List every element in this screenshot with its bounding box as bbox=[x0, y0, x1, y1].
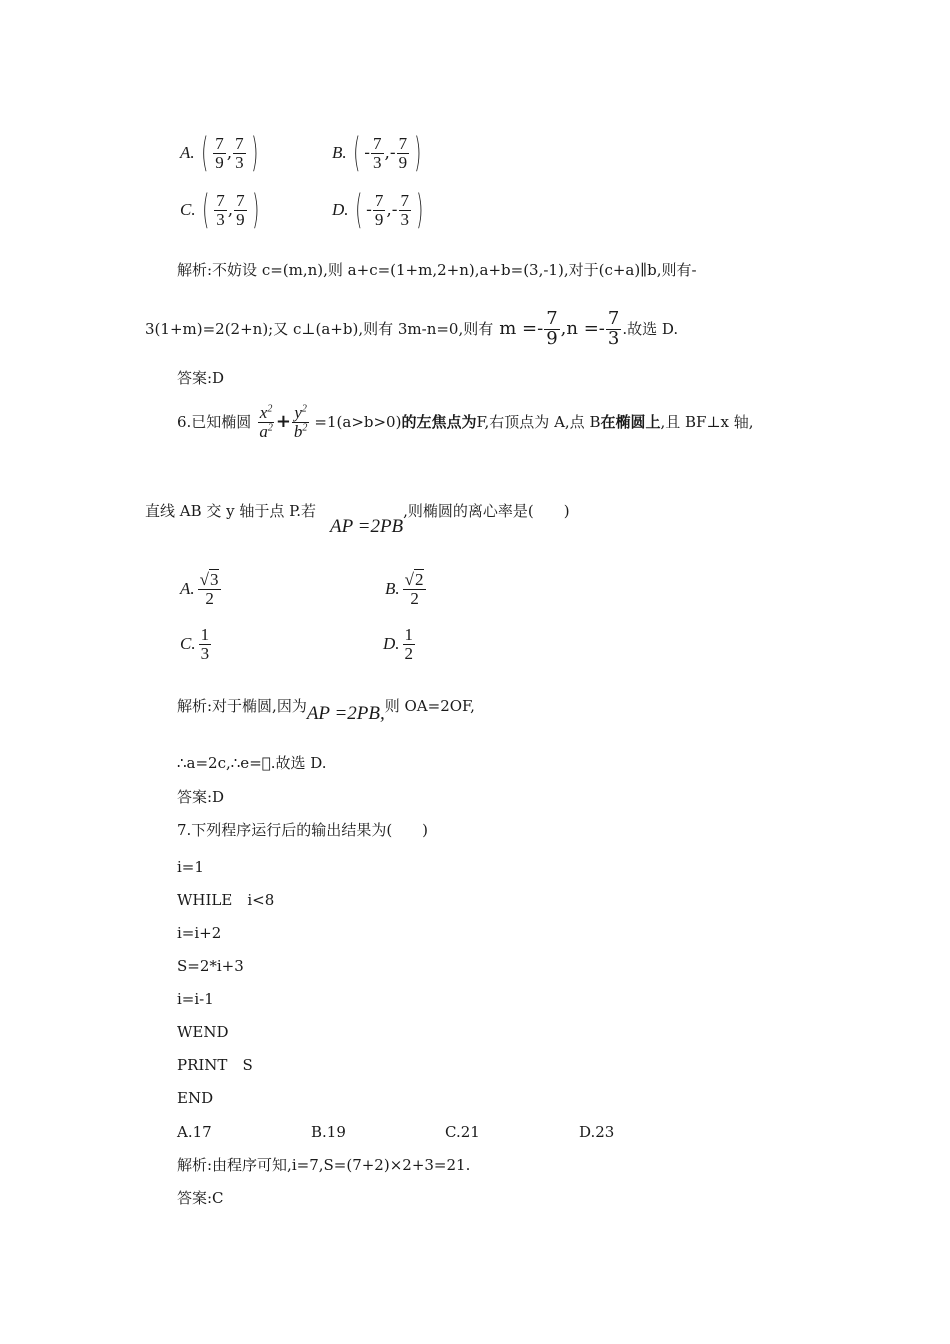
fraction: $\frac{7}{3}$ bbox=[607, 308, 620, 349]
q5-option-d: D. ( - $\frac{7}{9}$ , - $\frac{7}{3}$ ) bbox=[332, 187, 424, 233]
q6-option-a: A. $\frac{√3}{2}$ bbox=[180, 571, 222, 608]
fraction: $\frac{√2}{2}$ bbox=[403, 571, 427, 608]
q5-analysis-line2: 3(1+m)=2(2+n);又 c⊥(a+b),则有 3m-n=0,则有 m =- $\frac{7}{9}$ ,n =- $\frac{7}{3}$ .故选 D. bbox=[145, 308, 679, 349]
code-line: END bbox=[177, 1089, 214, 1107]
code-line: i=1 bbox=[177, 858, 204, 876]
q7-option-b: B.19 bbox=[311, 1123, 346, 1141]
q5-option-a: A. ( $\frac{7}{9}$ , $\frac{7}{3}$ ) bbox=[180, 130, 258, 176]
fraction: $\frac{√3}{2}$ bbox=[198, 571, 222, 608]
q6-answer: 答案:D bbox=[177, 788, 225, 806]
sqrt-icon: √2 bbox=[404, 570, 424, 589]
q5-analysis-line1: 解析:不妨设 c=(m,n),则 a+c=(1+m,2+n),a+b=(3,-1),对于(c+a)∥b,则有- bbox=[177, 261, 697, 279]
q6-option-b: B. $\frac{√2}{2}$ bbox=[385, 571, 427, 608]
q7-option-a: A.17 bbox=[177, 1123, 212, 1141]
code-line: PRINT S bbox=[177, 1056, 253, 1074]
q7-option-c: C.21 bbox=[445, 1123, 480, 1141]
fraction: $\frac{7}{9}$ bbox=[398, 133, 408, 172]
q7-stem: 7.下列程序运行后的输出结果为( ) bbox=[177, 821, 429, 839]
q6-stem-line2: 直线 AB 交 y 轴于点 P.若 AP =2PB ,则椭圆的离心率是( ) bbox=[145, 502, 570, 537]
q6-option-c: C. $\frac{1}{3}$ bbox=[180, 625, 210, 663]
code-line: S=2*i+3 bbox=[177, 957, 244, 975]
fraction: $\frac{7}{3}$ bbox=[373, 133, 382, 172]
code-line: WEND bbox=[177, 1023, 229, 1041]
q7-answer: 答案:C bbox=[177, 1189, 224, 1207]
q5-option-c: C. ( $\frac{7}{3}$ , $\frac{7}{9}$ ) bbox=[180, 187, 259, 233]
q5-answer: 答案:D bbox=[177, 369, 225, 387]
code-line: WHILE i<8 bbox=[177, 891, 275, 909]
q6-stem-line1: 6.已知椭圆 $\frac{x^2}{a^2}$ + $\frac{y^2}{b^2}$ =1(a>b>0) 的左焦点为 F,右顶点为 A,点 B 在椭圆上 ,且 BF⊥x 轴, bbox=[177, 403, 754, 441]
code-line: i=i+2 bbox=[177, 924, 222, 942]
fraction: $\frac{1}{3}$ bbox=[200, 625, 210, 663]
q6-analysis-line1: 解析:对于椭圆,因为 AP =2PB, 则 OA=2OF, bbox=[177, 697, 475, 724]
fraction: $\frac{7}{9}$ bbox=[236, 190, 245, 229]
q7-analysis: 解析:由程序可知,i=7,S=(7+2)×2+3=21. bbox=[177, 1156, 471, 1174]
fraction-y2-b2: $\frac{y^2}{b^2}$ bbox=[293, 403, 308, 441]
q5-option-b: B. ( - $\frac{7}{3}$ , - $\frac{7}{9}$ ) bbox=[332, 130, 422, 176]
fraction: $\frac{7}{3}$ bbox=[235, 133, 244, 172]
fraction: $\frac{1}{2}$ bbox=[404, 625, 414, 663]
fraction: $\frac{7}{3}$ bbox=[216, 190, 225, 229]
q7-option-d: D.23 bbox=[579, 1123, 615, 1141]
fraction: $\frac{7}{9}$ bbox=[546, 308, 558, 349]
fraction-x2-a2: $\frac{x^2}{a^2}$ bbox=[259, 403, 273, 441]
fraction: $\frac{7}{9}$ bbox=[374, 190, 384, 229]
q6-analysis-line2: ∴a=2c,∴e= .故选 D. bbox=[177, 754, 327, 772]
q6-option-d: D. $\frac{1}{2}$ bbox=[383, 625, 414, 663]
fraction: $\frac{7}{9}$ bbox=[215, 133, 224, 172]
code-line: i=i-1 bbox=[177, 990, 214, 1008]
sqrt-icon: √3 bbox=[199, 570, 219, 589]
fraction: $\frac{7}{3}$ bbox=[400, 190, 410, 229]
